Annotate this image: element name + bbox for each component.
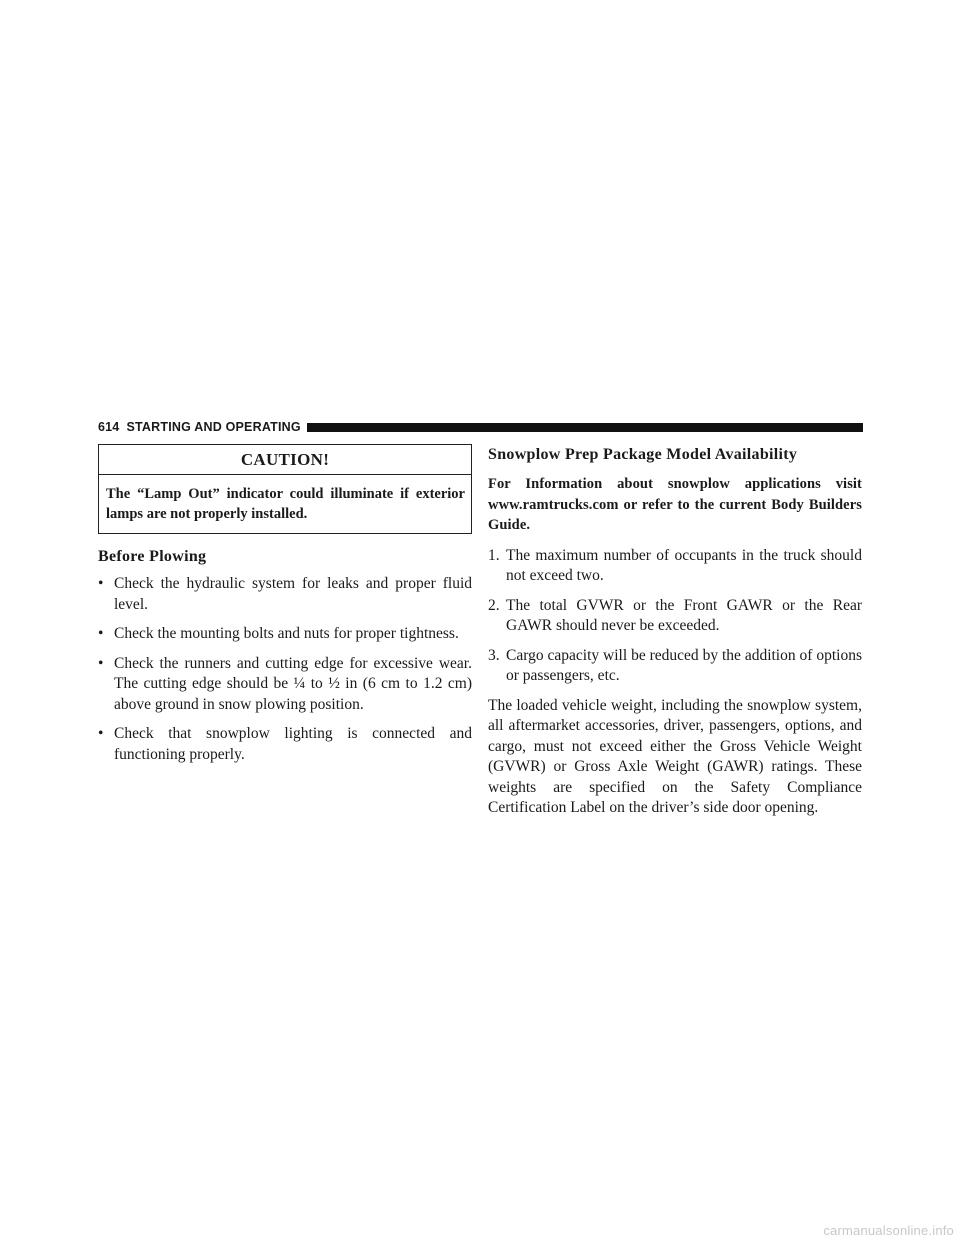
list-number: 3. xyxy=(488,646,500,664)
right-column xyxy=(488,444,862,819)
bullet-icon: • xyxy=(98,725,104,742)
left-column xyxy=(98,444,472,774)
caution-text: The “Lamp Out” indicator could illuminate if exterior lamps are not properly installed. xyxy=(106,486,465,522)
list-item-text: Check the hydraulic system for leaks and proper fluid level. xyxy=(114,575,472,613)
info-paragraph: For Information about snowplow applications visit www.ramtrucks.com or refer to the current Body Builders Guide. xyxy=(488,476,862,533)
list-item-text: Check the mounting bolts and nuts for proper tightness. xyxy=(114,625,459,642)
section-title: STARTING AND OPERATING xyxy=(126,420,301,434)
list-item-text: Check the runners and cutting edge for excessive wear. The cutting edge should be ¼ to ½ in (6 cm to 1.2 cm) above ground in snow plowing position. xyxy=(114,654,472,713)
list-item-text: The maximum number of occupants in the truck should not exceed two. xyxy=(506,546,862,584)
list-item xyxy=(98,654,472,716)
list-number: 2. xyxy=(488,596,500,614)
page-header xyxy=(98,419,863,435)
bullet-icon: • xyxy=(98,575,104,592)
caution-box xyxy=(98,444,472,534)
bullet-icon: • xyxy=(98,625,104,642)
before-plowing-list xyxy=(98,574,472,765)
watermark: carmanualsonline.info xyxy=(823,1223,954,1238)
weight-paragraph: The loaded vehicle weight, including the snowplow system, all aftermarket accessories, driver, passengers, options, and cargo, must not exceed either the Gross Vehicle Weight (GVWR) or Gross Axle Weight (GAWR) ratings. These weights are specified on the Safety Compliance Certification Label on the driver’s side door opening. xyxy=(488,696,862,816)
bullet-icon: • xyxy=(98,654,104,672)
list-number: 1. xyxy=(488,546,500,564)
list-item xyxy=(98,624,472,645)
list-item xyxy=(488,596,862,637)
list-item-text: Cargo capacity will be reduced by the addition of options or passengers, etc. xyxy=(506,646,862,684)
page-number: 614 xyxy=(98,420,120,434)
list-item xyxy=(98,574,472,615)
list-item xyxy=(488,646,862,687)
list-item xyxy=(98,724,472,765)
before-plowing-heading: Before Plowing xyxy=(98,548,207,565)
snowplow-heading: Snowplow Prep Package Model Availability xyxy=(488,446,798,463)
requirements-list xyxy=(488,546,862,687)
list-item xyxy=(488,546,862,587)
caution-title: CAUTION! xyxy=(99,445,471,475)
list-item-text: Check that snowplow lighting is connected and functioning properly. xyxy=(114,725,472,763)
list-item-text: The total GVWR or the Front GAWR or the Rear GAWR should never be exceeded. xyxy=(506,596,862,634)
header-rule xyxy=(307,423,863,432)
